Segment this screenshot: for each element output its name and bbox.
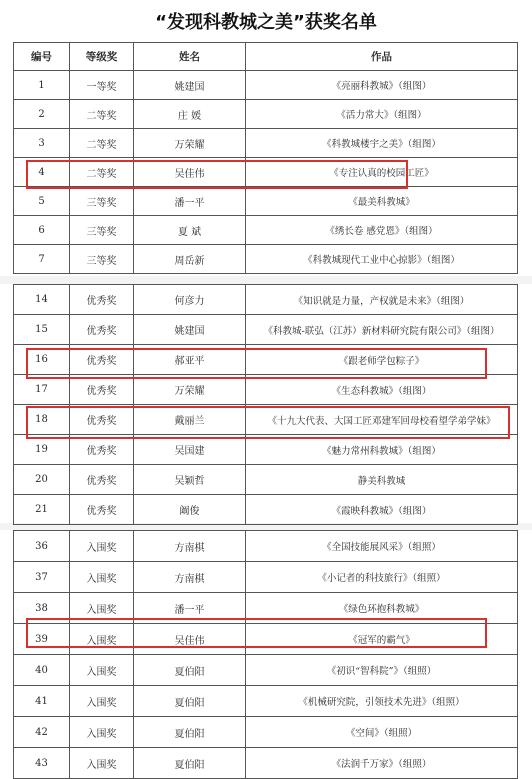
cell-level: 入围奖 (70, 531, 134, 562)
cell-name: 周岳新 (134, 245, 246, 274)
cell-number: 20 (14, 465, 70, 495)
cell-name: 万荣耀 (134, 375, 246, 405)
cell-level: 二等奖 (70, 129, 134, 158)
cell-work: 《科教城楼宇之美》（组图） (246, 129, 518, 158)
cell-number: 14 (14, 285, 70, 315)
cell-level: 优秀奖 (70, 375, 134, 405)
cell-work: 《机械研究院，引领技术先进》（组照） (246, 686, 518, 717)
cell-name: 姚建国 (134, 71, 246, 100)
cell-name: 潘一平 (134, 593, 246, 624)
cell-work: 《十九大代表、大国工匠邓建军回母校看望学弟学妹》 (246, 405, 518, 435)
section-gap (0, 276, 532, 284)
table-row (14, 216, 518, 245)
cell-number: 5 (14, 187, 70, 216)
table-row (14, 71, 518, 100)
cell-level: 入围奖 (70, 748, 134, 779)
cell-name: 庄 媛 (134, 100, 246, 129)
cell-work: 《跟老师学包粽子》 (246, 345, 518, 375)
cell-name: 夏伯阳 (134, 655, 246, 686)
cell-number: 4 (14, 158, 70, 187)
header-name: 姓名 (134, 43, 246, 71)
award-table-top (13, 42, 518, 274)
cell-work: 《绿色环抱科教城》 (246, 593, 518, 624)
header-number: 编号 (14, 43, 70, 71)
cell-work: 《生态科教城》（组图） (246, 375, 518, 405)
table-row (14, 405, 518, 435)
cell-name: 潘一平 (134, 187, 246, 216)
cell-level: 入围奖 (70, 593, 134, 624)
header-work: 作品 (246, 43, 518, 71)
table-row (14, 655, 518, 686)
cell-work: 《绣长卷 感党恩》（组图） (246, 216, 518, 245)
cell-work: 《小记者的科技旅行》（组照） (246, 562, 518, 593)
cell-work: 《亮丽科教城》（组图） (246, 71, 518, 100)
cell-number: 3 (14, 129, 70, 158)
cell-number: 38 (14, 593, 70, 624)
cell-work: 《空间》（组照） (246, 717, 518, 748)
cell-level: 入围奖 (70, 655, 134, 686)
cell-level: 优秀奖 (70, 465, 134, 495)
cell-level: 三等奖 (70, 216, 134, 245)
cell-work: 《魅力常州科教城》（组图） (246, 435, 518, 465)
cell-number: 21 (14, 495, 70, 525)
cell-work: 《冠军的霸气》 (246, 624, 518, 655)
table-row (14, 435, 518, 465)
cell-name: 戴丽兰 (134, 405, 246, 435)
cell-work: 《霞映科教城》（组图） (246, 495, 518, 525)
cell-number: 15 (14, 315, 70, 345)
cell-number: 17 (14, 375, 70, 405)
cell-name: 方南棋 (134, 562, 246, 593)
cell-level: 优秀奖 (70, 495, 134, 525)
cell-number: 40 (14, 655, 70, 686)
cell-work: 《最美科教城》 (246, 187, 518, 216)
cell-work: 《法润千万家》（组照） (246, 748, 518, 779)
table-header-row (14, 43, 518, 71)
cell-name: 夏 斌 (134, 216, 246, 245)
table-row (14, 129, 518, 158)
cell-work: 《知识就是力量，产权就是未来》（组图） (246, 285, 518, 315)
cell-level: 二等奖 (70, 158, 134, 187)
cell-name: 吴佳伟 (134, 624, 246, 655)
cell-level: 入围奖 (70, 686, 134, 717)
table-row (14, 100, 518, 129)
cell-name: 吴国建 (134, 435, 246, 465)
cell-level: 入围奖 (70, 562, 134, 593)
table-row (14, 562, 518, 593)
cell-work: 静美科教城 (246, 465, 518, 495)
cell-level: 入围奖 (70, 624, 134, 655)
cell-number: 37 (14, 562, 70, 593)
cell-level: 二等奖 (70, 100, 134, 129)
cell-level: 三等奖 (70, 187, 134, 216)
table-row (14, 285, 518, 315)
cell-number: 42 (14, 717, 70, 748)
table-row (14, 375, 518, 405)
cell-number: 16 (14, 345, 70, 375)
cell-work: 《科教城-联弘（江苏）新材料研究院有限公司》（组图） (246, 315, 518, 345)
cell-name: 方南棋 (134, 531, 246, 562)
cell-name: 夏伯阳 (134, 686, 246, 717)
cell-number: 41 (14, 686, 70, 717)
cell-name: 夏伯阳 (134, 748, 246, 779)
cell-level: 一等奖 (70, 71, 134, 100)
table-row (14, 531, 518, 562)
cell-number: 18 (14, 405, 70, 435)
cell-name: 吴佳伟 (134, 158, 246, 187)
cell-name: 阚俊 (134, 495, 246, 525)
table-row (14, 717, 518, 748)
cell-work: 《初识“智科院”》（组照） (246, 655, 518, 686)
cell-work: 《全国技能展风采》（组照） (246, 531, 518, 562)
table-row (14, 245, 518, 274)
document-title: “发现科教城之美”获奖名单 (155, 12, 377, 33)
table-row (14, 748, 518, 779)
header-level: 等级奖 (70, 43, 134, 71)
cell-number: 36 (14, 531, 70, 562)
award-table-middle (13, 284, 518, 525)
cell-name: 万荣耀 (134, 129, 246, 158)
cell-name: 郝亚平 (134, 345, 246, 375)
table-row (14, 315, 518, 345)
cell-number: 43 (14, 748, 70, 779)
cell-name: 夏伯阳 (134, 717, 246, 748)
cell-work: 《专注认真的校园工匠》 (246, 158, 518, 187)
table-row (14, 345, 518, 375)
cell-level: 优秀奖 (70, 285, 134, 315)
table-row (14, 158, 518, 187)
cell-level: 优秀奖 (70, 405, 134, 435)
table-row (14, 465, 518, 495)
cell-work: 《活力常大》（组图） (246, 100, 518, 129)
table-row (14, 686, 518, 717)
cell-work: 《科教城现代工业中心掠影》（组图） (246, 245, 518, 274)
cell-level: 优秀奖 (70, 435, 134, 465)
cell-level: 三等奖 (70, 245, 134, 274)
cell-name: 姚建国 (134, 315, 246, 345)
table-row (14, 495, 518, 525)
table-row (14, 187, 518, 216)
award-table-bottom (13, 530, 518, 779)
cell-level: 优秀奖 (70, 315, 134, 345)
cell-number: 39 (14, 624, 70, 655)
cell-number: 6 (14, 216, 70, 245)
table-row (14, 593, 518, 624)
cell-level: 入围奖 (70, 717, 134, 748)
cell-number: 2 (14, 100, 70, 129)
cell-number: 7 (14, 245, 70, 274)
cell-name: 吴颖哲 (134, 465, 246, 495)
cell-number: 1 (14, 71, 70, 100)
cell-name: 何彦力 (134, 285, 246, 315)
cell-level: 优秀奖 (70, 345, 134, 375)
cell-number: 19 (14, 435, 70, 465)
table-row (14, 624, 518, 655)
